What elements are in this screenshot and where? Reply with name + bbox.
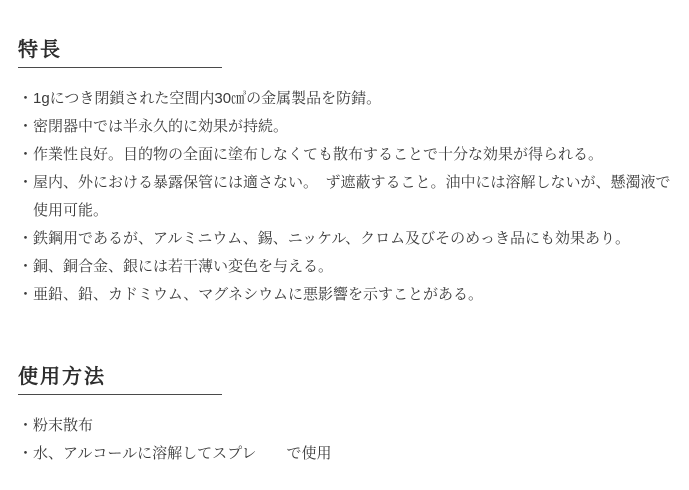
features-heading-block (18, 38, 222, 68)
feature-item: ・銅、銅合金、銀には若干薄い変色を与える。 (18, 258, 334, 275)
feature-item: ・屋内、外における暴露保管には適さない。 ず遮蔽すること。油中には溶解しないが、懸濁液で使用可能。 (18, 174, 671, 219)
usage-heading-block (18, 365, 222, 395)
usage-item: ・粉末散布 (18, 417, 94, 434)
feature-item: ・作業性良好。目的物の全面に塗布しなくても散布することで十分な効果が得られる。 (18, 146, 604, 163)
usage-item: ・水、アルコールに溶解してスプレ で使用 (18, 445, 332, 462)
feature-item: ・1gにつき閉鎖された空間内30㎤の金属製品を防錆。 (18, 90, 382, 107)
features-section (18, 38, 671, 309)
usage-list (18, 412, 671, 468)
usage-heading: 使用方法 (18, 366, 106, 388)
feature-item: ・鉄鋼用であるが、アルミニウム、錫、ニッケル、クロム及びそのめっき品にも効果あり。 (18, 230, 631, 247)
feature-item: ・亜鉛、鉛、カドミウム、マグネシウムに悪影響を示すことがある。 (18, 286, 484, 303)
features-list (18, 85, 671, 309)
features-heading: 特長 (18, 39, 62, 61)
feature-item: ・密閉器中では半永久的に効果が持続。 (18, 118, 289, 135)
usage-section (18, 365, 671, 468)
